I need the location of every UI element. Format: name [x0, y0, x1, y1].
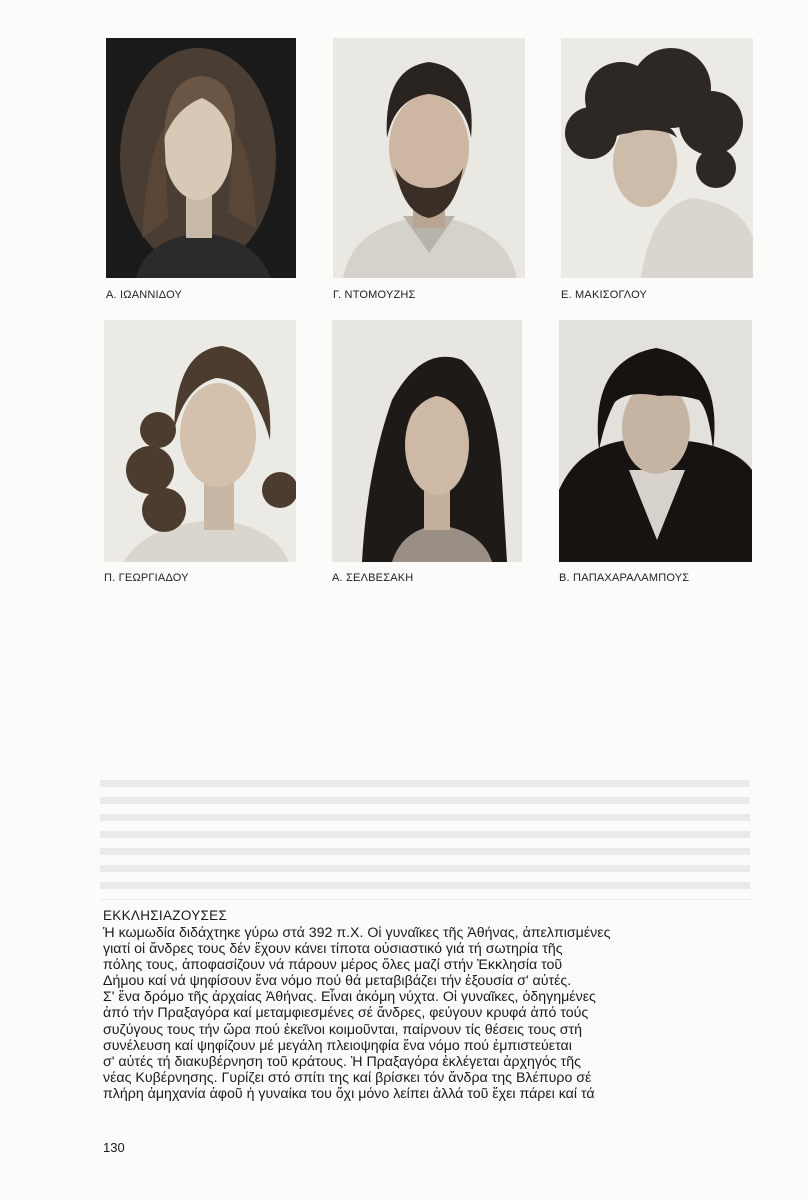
portrait-photo	[332, 320, 522, 562]
portrait-caption: Γ. ΝΤΟΜΟΥΖΗΣ	[333, 289, 416, 301]
article-line: συζύγους τους τήν ὥρα πού ἐκεῖνοι κοιμοῦνται, παίρνουν τίς θέσεις τους στή	[103, 1021, 583, 1038]
article-line: γιατί οἱ ἄνδρες τους δέν ἔχουν κάνει τίποτα οὐσιαστικό γιά τή σωτηρία τῆς	[103, 941, 563, 958]
portrait-photo	[104, 320, 296, 562]
portrait-caption: Π. ΓΕΩΡΓΙΑΔΟΥ	[104, 572, 189, 584]
portrait-caption: Ε. ΜΑΚΙΣΟΓΛΟΥ	[561, 289, 648, 301]
bleed-through-text	[100, 780, 750, 900]
article-line: Δήμου καί νά ψηφίσουν ἕνα νόμο πού θά μεταβιβάζει τήν ἐξουσία σ' αὐτές.	[103, 973, 572, 990]
page-number: 130	[103, 1140, 125, 1155]
article-line: πόλης τους, ἀποφασίζουν νά πάρουν μέρος ὅλες μαζί στήν Ἐκκλησία τοῦ	[103, 957, 563, 974]
article-line: Σ' ἕνα δρόμο τῆς ἀρχαίας Ἀθήνας. Εἶναι ἀκόμη νύχτα. Οἱ γυναῖκες, ὁδηγημένες	[103, 989, 596, 1006]
article-line: Ἡ κωμωδία διδάχτηκε γύρω στά 392 π.Χ. Οἱ γυναῖκες τῆς Ἀθήνας, ἀπελπισμένες	[103, 925, 611, 941]
portrait-caption: Α. ΙΩΑΝΝΙΔΟΥ	[106, 289, 183, 301]
portrait-caption: Β. ΠΑΠΑΧΑΡΑΛΑΜΠΟΥΣ	[559, 572, 690, 584]
portrait-caption: Α. ΣΕΛΒΕΣΑΚΗ	[332, 572, 414, 584]
article-line: νέας Κυβέρνησης. Γυρίζει στό σπίτι της καί βρίσκει τόν ἄνδρα της Βλέπυρο σέ	[103, 1069, 592, 1086]
article-line: ἀπό τήν Πραξαγόρα καί μεταμφιεσμένες σέ ἄνδρες, φεύγουν κρυφά ἀπό τούς	[103, 1005, 589, 1022]
portrait-photo	[561, 38, 753, 278]
portrait-photo	[333, 38, 525, 278]
portrait-photo	[559, 320, 752, 562]
article-title: ΕΚΚΛΗΣΙΑΖΟΥΣΕΣ	[103, 908, 228, 923]
article	[103, 907, 763, 1102]
article-line: σ' αὐτές τή διακυβέρνηση τοῦ κράτους. Ἡ Πραξαγόρα ἐκλέγεται ἀρχηγός τῆς	[103, 1053, 582, 1070]
article-line: πλήρη ἀμηχανία ἀφοῦ ἡ γυναίκα του ὄχι μόνο λείπει ἀλλά τοῦ ἔχει πάρει καί τά	[103, 1085, 595, 1102]
portrait-photo	[106, 38, 296, 278]
article-line: συνέλευση καί ψηφίζουν μέ μεγάλη πλειοψηφία ἕνα νόμο πού ἐμπιστεύεται	[103, 1037, 572, 1054]
